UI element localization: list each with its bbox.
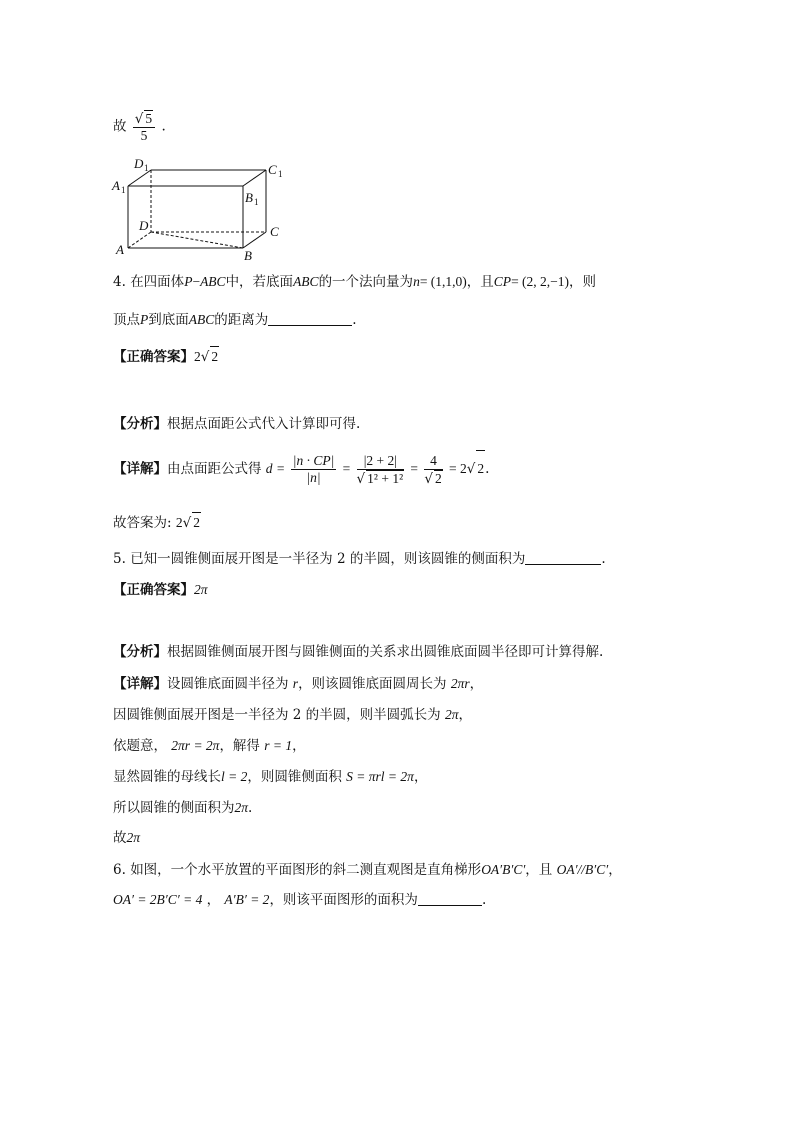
q6-text-a: 如图，一个水平放置的平面图形的斜二测直观图是直角梯形 [130,862,482,878]
q5-line3-math: 2πr = 2π [171,738,220,753]
q5-line3-b: ，解得 [219,738,260,754]
numerator: 5 [145,111,153,126]
q5-line2-text: 因圆锥侧面展开图是一半径为 2 的半圆，则半圆弧长为 [113,707,441,723]
q4-frac2-den: 1² + 1² [367,470,404,486]
q4-frac1-num: |n · CP| [292,453,335,468]
q5-line3-end: ， [292,738,306,754]
q4-line2-abc: ABC [188,312,215,327]
q4-analysis-text: 根据点面距公式代入计算即可得. [167,416,361,432]
q5-detail-line1 [113,674,483,694]
q6-line2-end: . [481,892,487,908]
q5-answer [113,580,208,600]
label-c1-sub: 1 [278,169,283,179]
q5-end: . [601,551,606,567]
q5-answer-blank[interactable] [525,550,601,565]
q6-text-c: ， [608,862,622,878]
q5-detail-line5 [113,798,252,818]
q4-detail-result: = 2 [449,461,467,476]
q6-answer-blank[interactable] [418,891,482,906]
q4-line2-b: 到底面 [148,312,189,328]
q4-vector-cp-value: = (2, 2,−1) [511,274,570,289]
q4-answer-blank[interactable] [268,311,352,326]
q5-answer-value: 2π [194,582,208,597]
q6-math-parallel: OA′//B′C′ [556,862,609,877]
q4-line2-end: . [352,312,357,328]
conclusion-prefix: 故 [113,118,127,135]
q5-line4-math: l = 2 [221,769,248,784]
q5-line4-end: ， [413,769,428,785]
label-b1-sub: 1 [254,197,259,207]
q5-line5-end: . [248,800,253,816]
q4-analysis [113,414,360,434]
q4-analysis-label: 【分析】 [113,416,167,432]
q5-detail-line2 [113,705,472,725]
q5-detail-r: r [292,676,299,691]
q4-final-coef: 2 [175,515,183,530]
q5-line2-end: ， [458,707,472,723]
q4-math-p: P [184,274,193,289]
q4-frac2-num: |2 + 2| [357,453,405,470]
q5-line4-a: 显然圆锥的母线长 [113,769,221,785]
q4-answer: 【正确答案】2√ 2 [113,346,219,367]
q4-text-e: ，则 [569,274,597,290]
q5-final-text: 故 [113,830,127,846]
q4-stem-line2 [113,310,357,330]
q4-detail-eq: = [276,461,285,476]
q5-analysis-label: 【分析】 [113,644,167,660]
q4-text-b: 中，若底面 [225,274,294,290]
q4-number: 4. [113,274,126,290]
denominator: 5 [140,128,148,143]
prev-conclusion [113,110,166,144]
q4-final-text: 故答案为: [113,515,172,531]
q5-detail-a: 设圆锥底面圆半径为 [167,676,289,692]
fraction-sqrt5-over-5: $\frac{√ 5}{5}$ [133,110,155,144]
q4-final: 故答案为: 2√ 2 [113,512,201,533]
q4-answer-label: 【正确答案】 [113,349,194,365]
q4-detail-text: 由点面距公式得 [167,461,262,477]
label-d1: D [134,156,144,171]
q4-dash: − [192,274,201,289]
hidden-edge-d-b [151,232,243,248]
q6-stem-line1 [113,860,622,880]
label-a1: A [112,178,120,193]
q5-text: 已知一圆锥侧面展开图是一半径为 2 的半圆，则该圆锥的侧面积为 [130,551,526,567]
q4-detail-end: . [485,461,490,477]
q5-line3-a: 依题意， [113,738,167,754]
q4-fraction-values: $\frac{|2 + 2|}{\text{√ 1² + 1²}}$ [356,452,404,487]
q4-math-abc: ABC [200,274,226,289]
q6-line2-b: ，则该平面图形的面积为 [269,892,418,908]
q4-frac3-num: 4 [424,453,442,470]
q4-math-abc-2: ABC [293,274,319,289]
q5-line2-math: 2π [444,707,459,722]
q4-vector-n-value: = (1,1,0) [419,274,467,289]
q6-line2-math2: A′B′ = 2 [224,892,270,907]
q5-line5-math: 2π [234,800,249,815]
q4-line2-a: 顶点 [113,312,140,328]
q5-analysis-text: 根据圆锥侧面展开图与圆锥侧面的关系求出圆锥底面圆半径即可计算得解. [167,644,604,660]
q6-line2-a: ， [206,892,221,908]
q4-frac1-den: |n| [306,470,321,485]
q4-line2-p: P [140,312,149,327]
q4-fraction-simplified: $\frac{4}{√ 2}$ [424,452,442,487]
edge-b-c [243,232,266,248]
q4-final-radicand: 2 [192,512,201,533]
q4-text-c: 的一个法向量为 [318,274,414,290]
q5-number: 5. [113,551,126,567]
q5-line4-math2: S = πrl = 2π [346,769,414,784]
q4-vector-n: n [413,274,420,289]
q5-detail-line4 [113,767,427,787]
q6-math-trapezoid: OA′B′C′ [481,862,526,877]
q5-stem [113,549,606,569]
q5-final-math: 2π [126,830,141,845]
q4-detail: 【详解】由点面距公式得 d = $\frac{|n \cdot CP|}{|n|}$ = $\frac{|2 + 2|}{\text{√ 1² + 1²}}$ = $\frac{4}{√ 2}$ = 2√ 2. [113,450,489,487]
label-a: A [116,242,124,257]
q5-detail-label: 【详解】 [113,676,167,692]
hidden-edge-a-d [128,232,151,248]
q5-line4-b: ，则圆锥侧面积 [247,769,342,785]
label-d1-sub: 1 [144,163,149,173]
q6-stem-line2 [113,890,486,910]
period: . [161,118,166,135]
label-a1-sub: 1 [121,185,126,195]
edge-b1-c1 [243,170,266,186]
q4-stem-line1 [113,272,596,292]
q4-answer-coef: 2 [194,349,201,364]
q6-text-b: ，且 [525,862,553,878]
q4-line2-c: 的距离为 [214,312,269,328]
q4-frac3-den: 2 [434,470,442,486]
q5-detail-c: ， [469,676,484,692]
q4-detail-d: d [265,461,273,476]
q6-number: 6. [113,862,126,878]
q6-line2-math: OA′ = 2B′C′ = 4 [113,892,203,907]
q4-detail-label: 【详解】 [113,461,167,477]
label-b1: B [245,190,253,205]
q5-detail-b: ，则该圆锥底面圆周长为 [298,676,447,692]
q5-answer-label: 【正确答案】 [113,582,194,598]
label-d: D [139,218,149,233]
cuboid-figure [110,152,310,262]
label-b: B [244,248,252,262]
q4-fraction-formula [291,453,337,486]
q4-detail-result-rad: 2 [476,450,485,487]
q4-answer-radicand: 2 [210,346,219,367]
label-c1: C [268,162,277,177]
q5-detail-2pir: 2πr [450,676,470,691]
q5-line3-math2: r = 1 [264,738,293,753]
label-c: C [270,224,279,239]
q5-detail-line3 [113,736,306,756]
q4-text-d: ，且 [466,274,494,290]
q5-analysis [113,642,603,662]
q5-line5-a: 所以圆锥的侧面积为 [113,800,235,816]
q4-text-a: 在四面体 [130,274,185,290]
q4-vector-cp: CP [493,274,512,289]
q5-final [113,828,140,848]
